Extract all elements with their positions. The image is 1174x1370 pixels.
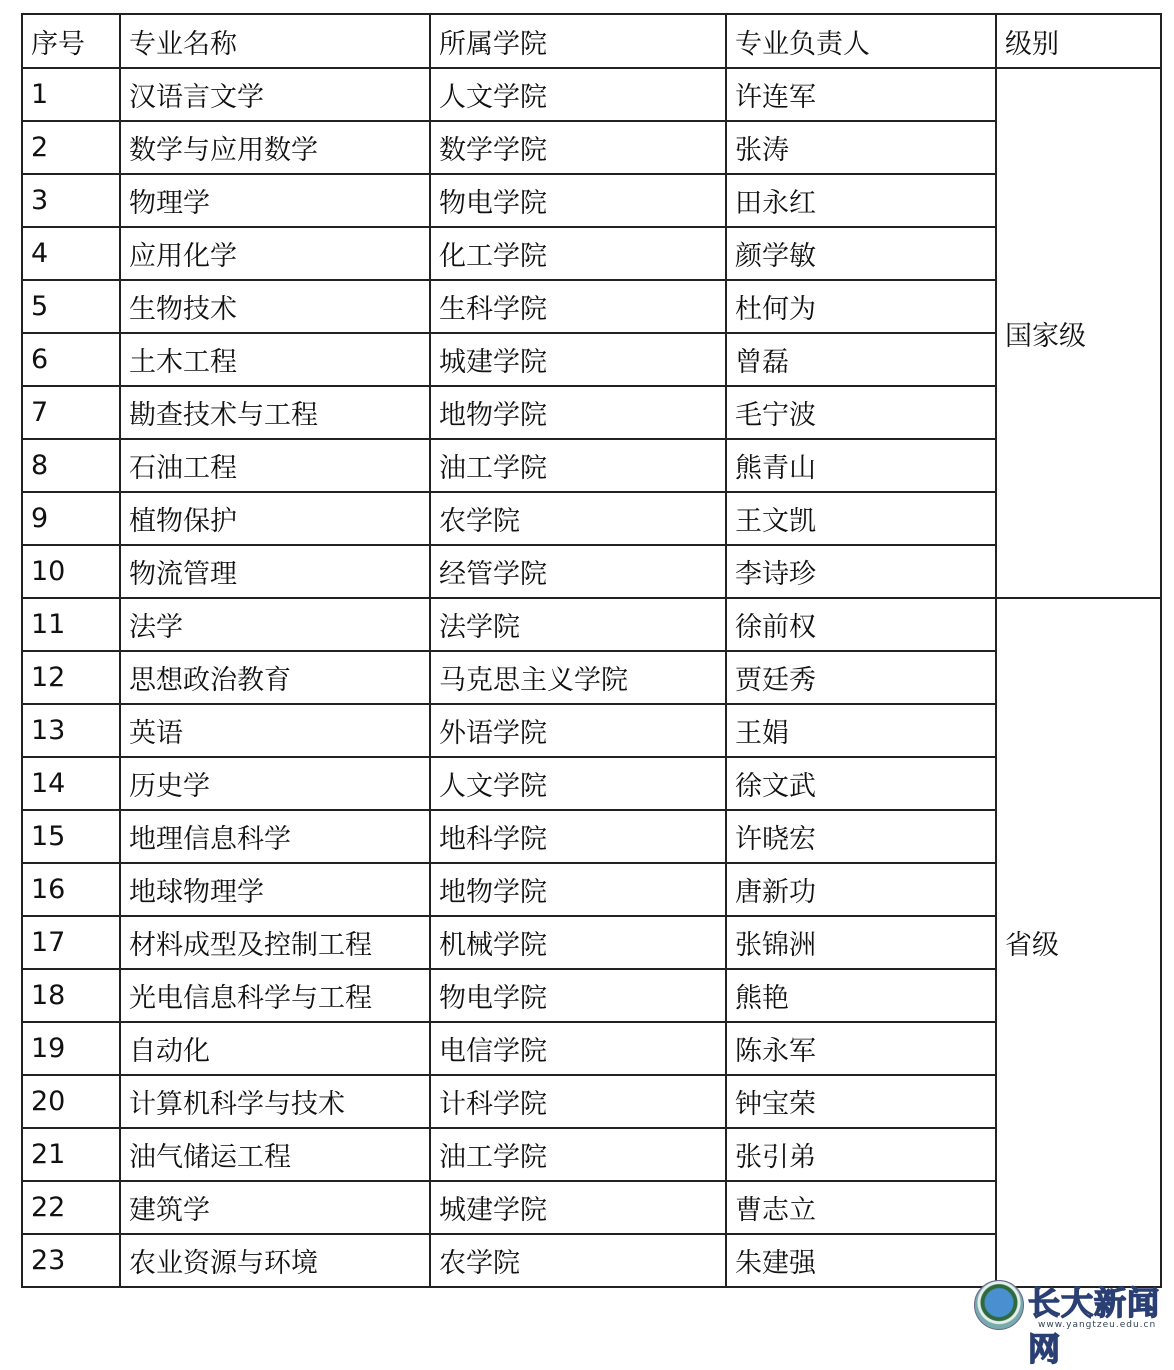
table-row — [22, 810, 1161, 863]
table-row — [22, 916, 1161, 969]
cell-leader: 颜学敏 — [726, 227, 996, 280]
table-row — [22, 757, 1161, 810]
cell-leader: 王文凯 — [726, 492, 996, 545]
cell-leader: 张涛 — [726, 121, 996, 174]
cell-major: 农业资源与环境 — [120, 1234, 430, 1287]
cell-major: 法学 — [120, 598, 430, 651]
cell-major: 石油工程 — [120, 439, 430, 492]
cell-college: 经管学院 — [430, 545, 726, 598]
cell-leader: 毛宁波 — [726, 386, 996, 439]
table-row — [22, 651, 1161, 704]
cell-major: 地球物理学 — [120, 863, 430, 916]
cell-index: 6 — [22, 333, 120, 386]
cell-index: 5 — [22, 280, 120, 333]
cell-leader: 贾廷秀 — [726, 651, 996, 704]
header-major: 专业名称 — [120, 14, 430, 68]
cell-index: 2 — [22, 121, 120, 174]
cell-college: 城建学院 — [430, 333, 726, 386]
cell-index: 15 — [22, 810, 120, 863]
cell-college: 机械学院 — [430, 916, 726, 969]
cell-major: 英语 — [120, 704, 430, 757]
cell-major: 数学与应用数学 — [120, 121, 430, 174]
cell-college: 物电学院 — [430, 969, 726, 1022]
table-row — [22, 704, 1161, 757]
cell-index: 14 — [22, 757, 120, 810]
cell-major: 自动化 — [120, 1022, 430, 1075]
cell-college: 农学院 — [430, 1234, 726, 1287]
cell-leader: 熊艳 — [726, 969, 996, 1022]
cell-leader: 熊青山 — [726, 439, 996, 492]
cell-index: 12 — [22, 651, 120, 704]
cell-major: 历史学 — [120, 757, 430, 810]
table-row — [22, 121, 1161, 174]
cell-index: 22 — [22, 1181, 120, 1234]
header-leader: 专业负责人 — [726, 14, 996, 68]
cell-index: 16 — [22, 863, 120, 916]
cell-major: 建筑学 — [120, 1181, 430, 1234]
cell-leader: 唐新功 — [726, 863, 996, 916]
cell-major: 思想政治教育 — [120, 651, 430, 704]
table-row — [22, 386, 1161, 439]
cell-index: 17 — [22, 916, 120, 969]
cell-major: 生物技术 — [120, 280, 430, 333]
cell-leader: 张引弟 — [726, 1128, 996, 1181]
cell-leader: 张锦洲 — [726, 916, 996, 969]
cell-college: 农学院 — [430, 492, 726, 545]
cell-leader: 钟宝荣 — [726, 1075, 996, 1128]
cell-major: 材料成型及控制工程 — [120, 916, 430, 969]
cell-leader: 徐前权 — [726, 598, 996, 651]
cell-college: 生科学院 — [430, 280, 726, 333]
cell-index: 7 — [22, 386, 120, 439]
cell-index: 23 — [22, 1234, 120, 1287]
cell-leader: 陈永军 — [726, 1022, 996, 1075]
cell-index: 19 — [22, 1022, 120, 1075]
table-row — [22, 598, 1161, 651]
cell-college: 油工学院 — [430, 439, 726, 492]
cell-leader: 杜何为 — [726, 280, 996, 333]
cell-college: 计科学院 — [430, 1075, 726, 1128]
header-college: 所属学院 — [430, 14, 726, 68]
cell-college: 化工学院 — [430, 227, 726, 280]
cell-leader: 许晓宏 — [726, 810, 996, 863]
cell-college: 外语学院 — [430, 704, 726, 757]
cell-college: 地物学院 — [430, 863, 726, 916]
table-row — [22, 492, 1161, 545]
cell-leader: 王娟 — [726, 704, 996, 757]
cell-leader: 李诗珍 — [726, 545, 996, 598]
cell-college: 地科学院 — [430, 810, 726, 863]
cell-major: 植物保护 — [120, 492, 430, 545]
watermark-name: 长大新闻网 — [1028, 1284, 1161, 1368]
cell-major: 地理信息科学 — [120, 810, 430, 863]
cell-college: 油工学院 — [430, 1128, 726, 1181]
table-row — [22, 227, 1161, 280]
cell-level: 省级 — [996, 598, 1161, 1287]
header-row — [22, 14, 1161, 68]
cell-index: 18 — [22, 969, 120, 1022]
cell-major: 物流管理 — [120, 545, 430, 598]
cell-college: 物电学院 — [430, 174, 726, 227]
cell-major: 计算机科学与技术 — [120, 1075, 430, 1128]
table-row — [22, 863, 1161, 916]
cell-leader: 曹志立 — [726, 1181, 996, 1234]
majors-table — [21, 13, 1162, 1288]
header-index: 序号 — [22, 14, 120, 68]
cell-leader: 许连军 — [726, 68, 996, 121]
watermark-url: www.yangtzeu.edu.cn — [1038, 1320, 1157, 1330]
cell-index: 11 — [22, 598, 120, 651]
cell-index: 9 — [22, 492, 120, 545]
cell-leader: 朱建强 — [726, 1234, 996, 1287]
cell-college: 数学学院 — [430, 121, 726, 174]
university-logo-icon — [974, 1280, 1024, 1330]
cell-leader: 曾磊 — [726, 333, 996, 386]
cell-major: 应用化学 — [120, 227, 430, 280]
cell-college: 人文学院 — [430, 68, 726, 121]
cell-index: 20 — [22, 1075, 120, 1128]
cell-index: 21 — [22, 1128, 120, 1181]
cell-major: 物理学 — [120, 174, 430, 227]
table-row — [22, 280, 1161, 333]
watermark — [972, 1276, 1172, 1368]
cell-leader: 田永红 — [726, 174, 996, 227]
table-row — [22, 1181, 1161, 1234]
cell-index: 1 — [22, 68, 120, 121]
cell-index: 3 — [22, 174, 120, 227]
table-row — [22, 969, 1161, 1022]
header-level: 级别 — [996, 14, 1161, 68]
cell-major: 汉语言文学 — [120, 68, 430, 121]
cell-college: 马克思主义学院 — [430, 651, 726, 704]
table-row — [22, 1075, 1161, 1128]
cell-college: 城建学院 — [430, 1181, 726, 1234]
table-row — [22, 439, 1161, 492]
cell-college: 地物学院 — [430, 386, 726, 439]
cell-college: 法学院 — [430, 598, 726, 651]
cell-index: 4 — [22, 227, 120, 280]
cell-college: 电信学院 — [430, 1022, 726, 1075]
table-row — [22, 68, 1161, 121]
cell-index: 10 — [22, 545, 120, 598]
cell-index: 8 — [22, 439, 120, 492]
table-row — [22, 333, 1161, 386]
cell-major: 油气储运工程 — [120, 1128, 430, 1181]
table-row — [22, 545, 1161, 598]
table-row — [22, 174, 1161, 227]
cell-major: 光电信息科学与工程 — [120, 969, 430, 1022]
cell-college: 人文学院 — [430, 757, 726, 810]
cell-major: 勘查技术与工程 — [120, 386, 430, 439]
cell-index: 13 — [22, 704, 120, 757]
table-row — [22, 1128, 1161, 1181]
table-row — [22, 1022, 1161, 1075]
cell-level: 国家级 — [996, 68, 1161, 598]
cell-leader: 徐文武 — [726, 757, 996, 810]
cell-major: 土木工程 — [120, 333, 430, 386]
